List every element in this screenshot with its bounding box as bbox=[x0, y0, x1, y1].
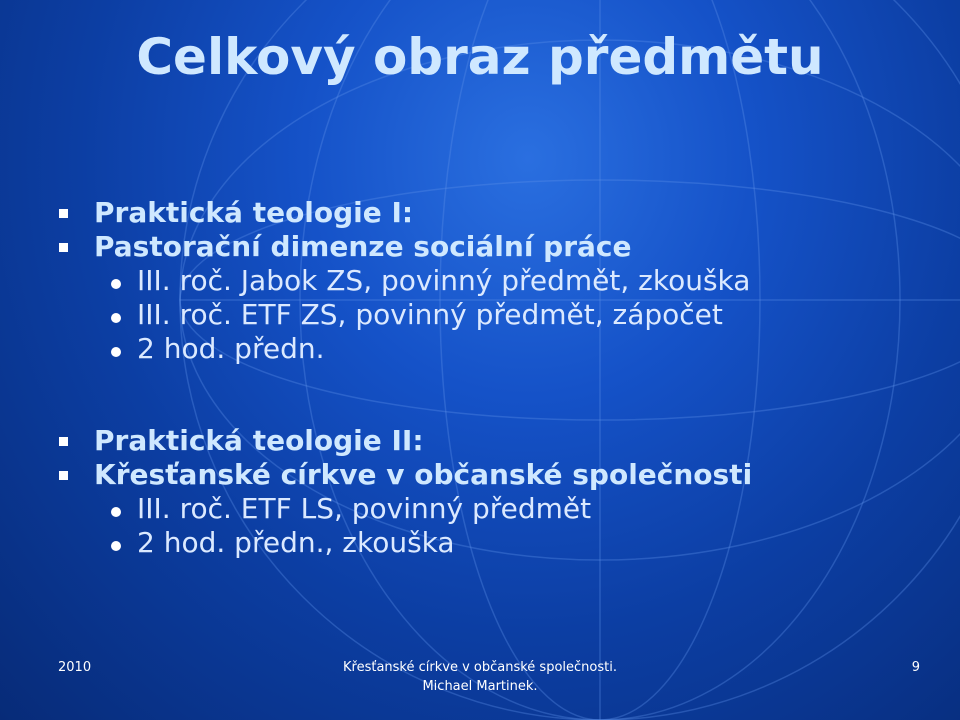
slide-title: Celkový obraz předmětu bbox=[136, 28, 824, 86]
list-item bbox=[0, 230, 960, 264]
list-item bbox=[0, 298, 960, 332]
list-item bbox=[0, 458, 960, 492]
footer-caption-line: Křesťanské církve v občanské společnosti. bbox=[343, 660, 617, 675]
course-subheading: Křesťanské církve v občanské společnosti bbox=[94, 458, 753, 491]
section-course-1 bbox=[0, 196, 960, 366]
square-bullet-icon bbox=[59, 209, 68, 218]
round-bullet-icon bbox=[111, 541, 121, 551]
footer-caption bbox=[280, 658, 680, 696]
list-item bbox=[0, 196, 960, 230]
square-bullet-icon bbox=[59, 243, 68, 252]
round-bullet-icon bbox=[111, 313, 121, 323]
round-bullet-icon bbox=[111, 279, 121, 289]
course-heading: Praktická teologie I: bbox=[94, 196, 414, 229]
list-item bbox=[0, 424, 960, 458]
list-item bbox=[0, 264, 960, 298]
round-bullet-icon bbox=[111, 347, 121, 357]
round-bullet-icon bbox=[111, 507, 121, 517]
course-detail: III. roč. Jabok ZS, povinný předmět, zkouška bbox=[137, 264, 751, 297]
square-bullet-icon bbox=[59, 437, 68, 446]
course-detail: 2 hod. předn., zkouška bbox=[137, 526, 455, 559]
course-heading: Praktická teologie II: bbox=[94, 424, 424, 457]
course-detail: III. roč. ETF ZS, povinný předmět, zápočet bbox=[137, 298, 723, 331]
course-subheading: Pastorační dimenze sociální práce bbox=[94, 230, 632, 263]
list-item bbox=[0, 492, 960, 526]
list-item bbox=[0, 332, 960, 366]
section-course-2 bbox=[0, 424, 960, 560]
square-bullet-icon bbox=[59, 471, 68, 480]
page-number: 9 bbox=[911, 660, 920, 675]
footer-year: 2010 bbox=[58, 660, 92, 675]
course-detail: 2 hod. předn. bbox=[137, 332, 325, 365]
footer-caption-line: Michael Martinek. bbox=[422, 679, 538, 694]
list-item bbox=[0, 526, 960, 560]
course-detail: III. roč. ETF LS, povinný předmět bbox=[137, 492, 592, 525]
